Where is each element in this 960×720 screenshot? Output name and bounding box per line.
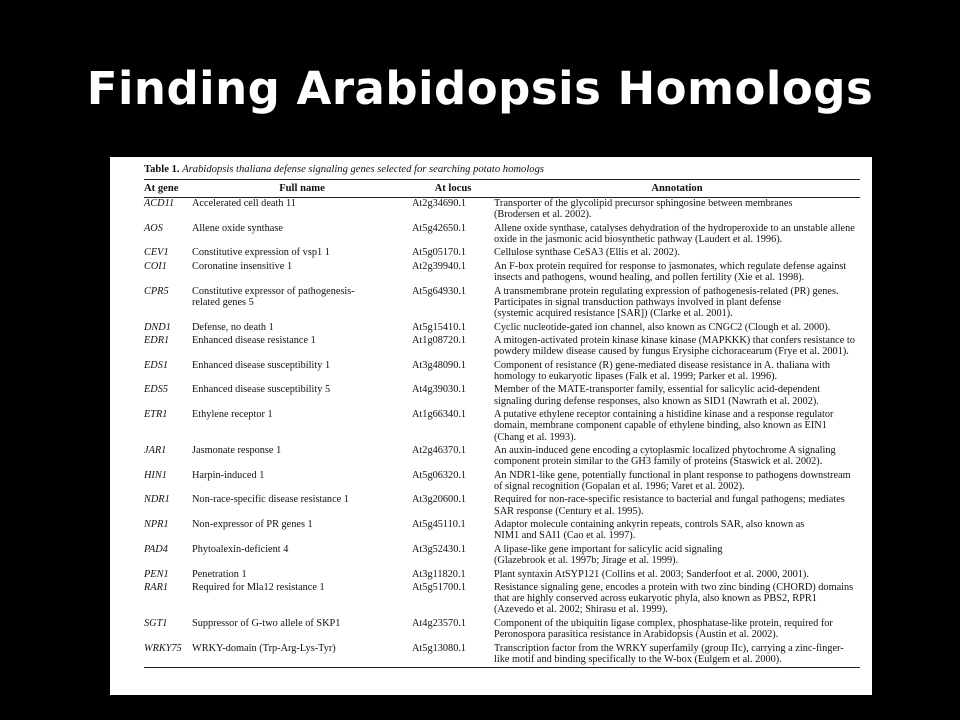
annotation-cell: An auxin-induced gene encoding a cytoplasmic localized phytochrome A signaling component protein similar to the GH3 family of proteins (Staswick et al. 2002). <box>494 445 836 468</box>
header-annotation: Annotation <box>651 183 703 194</box>
locus-cell: At3g11820.1 <box>412 568 466 580</box>
table-row <box>144 384 860 409</box>
locus-cell: At3g20600.1 <box>412 494 467 506</box>
locus-cell: At5g06320.1 <box>412 469 467 481</box>
table-caption-text: Arabidopsis thaliana defense signaling genes selected for searching potato homologs <box>182 164 545 175</box>
annotation-cell: A putative ethylene receptor containing a histidine kinase and a response regulator domain, membrane component capable of ethylene binding, also known as EIN1 (Chang et al. 1993). <box>494 409 834 443</box>
locus-cell: At5g42650.1 <box>412 222 467 234</box>
full-name-cell: Enhanced disease susceptibility 5 <box>192 384 331 396</box>
gene-cell: EDS5 <box>144 384 169 396</box>
full-name-cell: WRKY-domain (Trp-Arg-Lys-Tyr) <box>192 642 336 654</box>
annotation-cell: Resistance signaling gene, encodes a protein with two zinc binding (CHORD) domains that are highly conserved across eukaryotic phyla, also known as PBS2, RPR1 (Azevedo et al. 2002; Shirasu et al. 1999). <box>494 582 854 616</box>
locus-cell: At5g64930.1 <box>412 285 467 297</box>
locus-cell: At5g13080.1 <box>412 642 467 654</box>
header-at-gene: At gene <box>144 183 179 194</box>
table-row <box>144 198 860 223</box>
gene-cell: JAR1 <box>144 445 167 457</box>
gene-cell: NPR1 <box>144 519 169 531</box>
full-name-cell: Enhanced disease resistance 1 <box>192 335 316 347</box>
table-row <box>144 322 860 336</box>
gene-cell: PEN1 <box>144 568 169 580</box>
annotation-cell: Transporter of the glycolipid precursor sphingosine between membranes (Brodersen et al. 2002). <box>494 198 793 221</box>
table-row <box>144 409 860 445</box>
full-name-cell: Phytoalexin-deficient 4 <box>192 543 289 555</box>
annotation-cell: An NDR1-like gene, potentially functional in plant response to pathogens downstream of signal recognition (Gopalan et al. 1996; Varet et al. 2002). <box>494 469 851 492</box>
locus-cell: At5g05170.1 <box>412 247 467 259</box>
full-name-cell: Jasmonate response 1 <box>192 445 282 457</box>
gene-cell: NDR1 <box>144 494 170 506</box>
gene-cell: WRKY75 <box>144 642 182 654</box>
annotation-cell: A mitogen-activated protein kinase kinase kinase (MAPKKK) that confers resistance to powdery mildew disease caused by fungus Erysiphe cichoracearum (Frye et al. 2001). <box>494 335 855 358</box>
annotation-cell: Required for non-race-specific resistance to bacterial and fungal pathogens; mediates SAR response (Century et al. 1995). <box>494 494 845 517</box>
full-name-cell: Enhanced disease susceptibility 1 <box>192 359 331 371</box>
gene-cell: CEV1 <box>144 247 169 259</box>
table-body <box>144 198 860 668</box>
locus-cell: At3g48090.1 <box>412 359 467 371</box>
gene-cell: COI1 <box>144 260 167 272</box>
annotation-cell: Allene oxide synthase, catalyses dehydration of the hydroperoxide to an unstable allene oxide in the jasmonic acid biosynthetic pathway (Laudert et al. 1996). <box>494 222 855 245</box>
locus-cell: At5g45110.1 <box>412 519 466 531</box>
annotation-cell: Adaptor molecule containing ankyrin repeats, controls SAR, also known as NIM1 and SAI1 (Cao et al. 1997). <box>494 519 805 542</box>
table-row <box>144 582 860 618</box>
full-name-cell: Penetration 1 <box>192 568 247 580</box>
table-row <box>144 470 860 495</box>
locus-cell: At5g15410.1 <box>412 321 467 333</box>
locus-cell: At2g46370.1 <box>412 445 467 457</box>
gene-cell: DND1 <box>144 321 171 333</box>
annotation-cell: A transmembrane protein regulating expression of pathogenesis-related (PR) genes. Participates in signal transduction pathways involved in plant defense (systemic acquired resistance [SAR]) (Clarke et al. 2001). <box>494 285 839 320</box>
full-name-cell: Suppressor of G-two allele of SKP1 <box>192 617 341 629</box>
locus-cell: At5g51700.1 <box>412 582 467 594</box>
full-name-cell: Defense, no death 1 <box>192 321 274 333</box>
gene-cell: ETR1 <box>144 409 168 421</box>
full-name-cell: Accelerated cell death 11 <box>192 198 296 209</box>
table-row <box>144 643 860 668</box>
full-name-cell: Constitutive expression of vsp1 1 <box>192 247 330 259</box>
gene-cell: EDR1 <box>144 335 170 347</box>
full-name-cell: Required for Mla12 resistance 1 <box>192 582 325 594</box>
gene-cell: AOS <box>144 222 163 234</box>
locus-cell: At1g08720.1 <box>412 335 467 347</box>
table-header-row <box>144 180 860 198</box>
table-row <box>144 286 860 322</box>
gene-cell: PAD4 <box>144 543 168 555</box>
full-name-cell: Non-expressor of PR genes 1 <box>192 519 313 531</box>
gene-cell: EDS1 <box>144 359 169 371</box>
locus-cell: At1g66340.1 <box>412 409 467 421</box>
full-name-cell: Allene oxide synthase <box>192 222 283 234</box>
locus-cell: At4g23570.1 <box>412 617 467 629</box>
table-figure <box>110 157 872 695</box>
gene-cell: ACD11 <box>144 198 175 209</box>
table-row <box>144 445 860 470</box>
annotation-cell: Cellulose synthase CeSA3 (Ellis et al. 2002). <box>494 247 680 259</box>
full-name-cell: Ethylene receptor 1 <box>192 409 273 421</box>
annotation-cell: Member of the MATE-transporter family, essential for salicylic acid-dependent signaling during defense responses, also known as SID1 (Nawrath et al. 2002). <box>494 384 821 407</box>
annotation-cell: Component of resistance (R) gene-mediated disease resistance in A. thaliana with homology to eukaryotic lipases (Falk et al. 1999; Parker et al. 1996). <box>494 359 830 382</box>
table-caption-label: Table 1. <box>144 164 180 175</box>
full-name-cell: Non-race-specific disease resistance 1 <box>192 494 349 506</box>
table-row <box>144 618 860 643</box>
gene-table <box>144 179 860 668</box>
header-full-name: Full name <box>279 183 325 194</box>
table-row <box>144 494 860 519</box>
gene-cell: CPR5 <box>144 285 169 297</box>
table-caption <box>144 163 866 176</box>
table-row <box>144 335 860 360</box>
gene-cell: RAR1 <box>144 582 169 594</box>
annotation-cell: A lipase-like gene important for salicylic acid signaling (Glazebrook et al. 1997b; Jirage et al. 1999). <box>494 543 723 567</box>
annotation-cell: Plant syntaxin AtSYP121 (Collins et al. 2003; Sanderfoot et al. 2000, 2001). <box>494 568 809 580</box>
table-row <box>144 519 860 544</box>
annotation-cell: Component of the ubiquitin ligase complex, phosphatase-like protein, required for Peronospora parasitica resistance in Arabidopsis (Austin et al. 2002). <box>494 617 833 641</box>
annotation-cell: An F-box protein required for response to jasmonates, which regulate defense against insects and pathogens, wound healing, and pollen fertility (Xie et al. 1998). <box>494 260 847 284</box>
locus-cell: At3g52430.1 <box>412 543 467 555</box>
table-row <box>144 223 860 248</box>
gene-cell: HIN1 <box>144 469 167 481</box>
annotation-cell: Transcription factor from the WRKY superfamily (group IIc), carrying a zinc-finger- like motif and binding specifically to the W-box (Eulgem et al. 2000). <box>494 642 844 665</box>
locus-cell: At2g34690.1 <box>412 198 467 209</box>
gene-cell: SGT1 <box>144 617 168 629</box>
locus-cell: At4g39030.1 <box>412 384 467 396</box>
full-name-cell: Harpin-induced 1 <box>192 469 265 481</box>
header-at-locus: At locus <box>434 183 472 194</box>
annotation-cell: Cyclic nucleotide-gated ion channel, also known as CNGC2 (Clough et al. 2000). <box>494 321 831 333</box>
full-name-cell: Constitutive expressor of pathogenesis- related genes 5 <box>192 285 355 308</box>
table-row <box>144 569 860 583</box>
slide-title: Finding Arabidopsis Homologs <box>86 62 874 115</box>
table-row <box>144 544 860 569</box>
table-row <box>144 360 860 385</box>
full-name-cell: Coronatine insensitive 1 <box>192 260 293 272</box>
locus-cell: At2g39940.1 <box>412 260 467 272</box>
table-row <box>144 261 860 286</box>
table-row <box>144 247 860 261</box>
